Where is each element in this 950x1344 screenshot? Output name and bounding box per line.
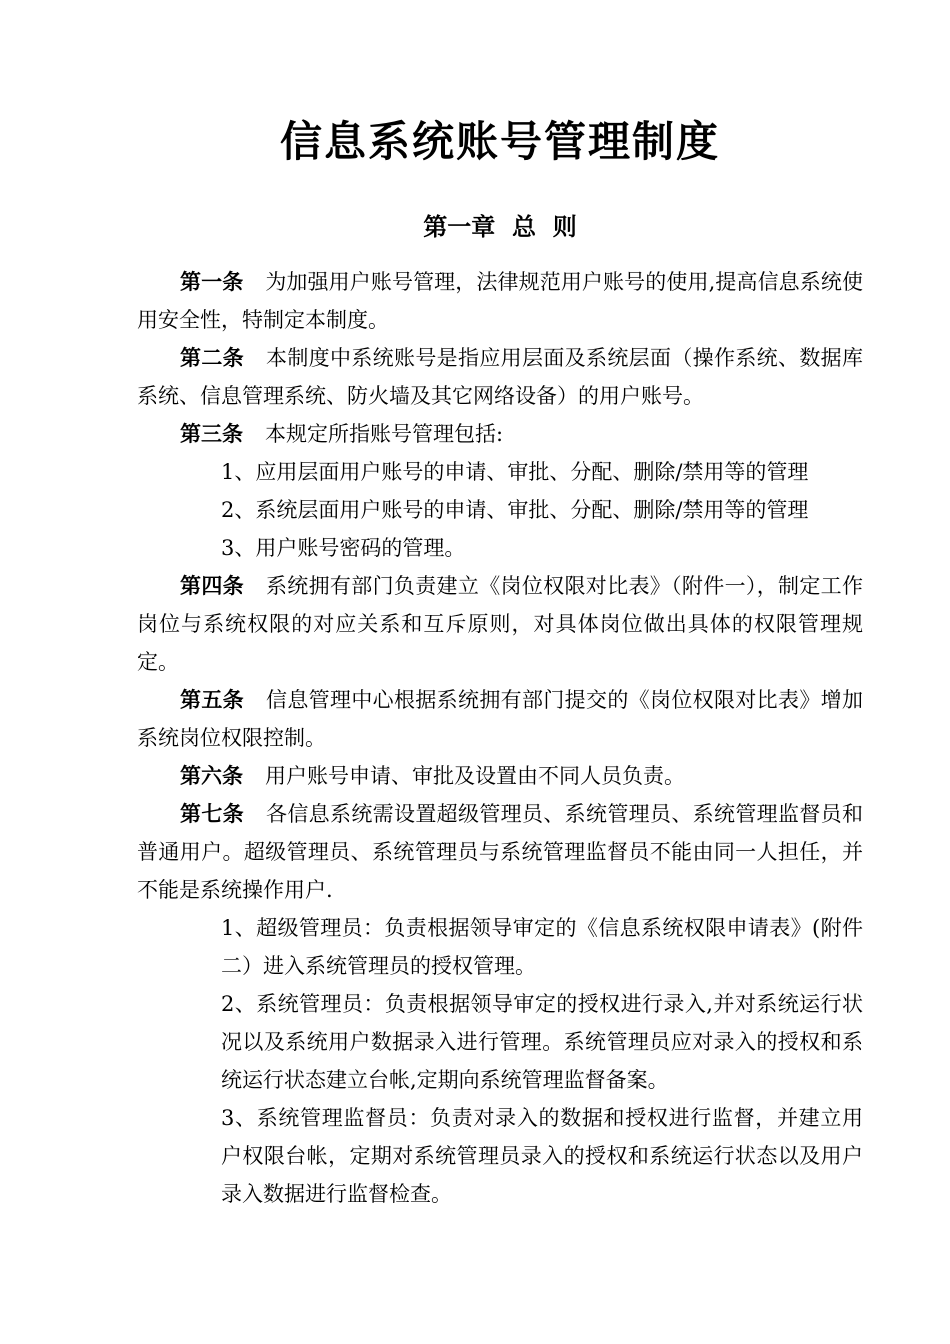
article-3 (137, 415, 863, 453)
article-6 (137, 757, 863, 795)
list-item: 3、系统管理监督员：负责对录入的数据和授权进行监督，并建立用户权限台帐，定期对系统管理员录入的授权和系统运行状态以及用户录入数据进行监督检查。 (221, 1106, 863, 1206)
list-item: 1、超级管理员：负责根据领导审定的《信息系统权限申请表》(附件二）进入系统管理员的授权管理。 (221, 916, 863, 978)
article-text: 系统拥有部门负责建立《岗位权限对比表》（附件一），制定工作岗位与系统权限的对应关系和互斥原则，对具体岗位做出具体的权限管理规定。 (137, 574, 863, 674)
document-body (137, 263, 863, 1213)
article-text: 各信息系统需设置超级管理员、系统管理员、系统管理监督员和普通用户。超级管理员、系统管理员与系统管理监督员不能由同一人担任，并不能是系统操作用户. (137, 802, 863, 902)
article-label: 第二条 (180, 346, 244, 370)
list-item: 3、用户账号密码的管理。 (221, 536, 466, 560)
chapter-heading-text: 第一章 总 则 (423, 212, 577, 241)
article-label: 第六条 (180, 764, 243, 788)
article-2 (137, 339, 863, 415)
document-title: 信息系统账号管理制度 (279, 117, 720, 166)
article-1 (137, 263, 863, 339)
article-text: 本制度中系统账号是指应用层面及系统层面（操作系统、数据库系统、信息管理系统、防火墙及其它网络设备）的用户账号。 (137, 346, 863, 408)
article-label: 第三条 (180, 422, 243, 446)
article-label: 第四条 (180, 574, 244, 598)
list-item: 2、系统管理员：负责根据领导审定的授权进行录入,并对系统运行状况以及系统用户数据录入进行管理。系统管理员应对录入的授权和系统运行状态建立台帐,定期向系统管理监督备案。 (221, 992, 863, 1092)
article-label: 第一条 (180, 270, 244, 294)
list-item: 2、系统层面用户账号的申请、审批、分配、删除/禁用等的管理 (221, 498, 809, 522)
article-5 (137, 681, 863, 757)
article-text: 为加强用户账号管理，法律规范用户账号的使用,提高信息系统使用安全性，特制定本制度。 (137, 270, 863, 332)
article-text: 用户账号申请、审批及设置由不同人员负责。 (265, 764, 685, 788)
article-7 (137, 795, 863, 909)
chapter-heading (0, 207, 950, 247)
article-text: 本规定所指账号管理包括: (265, 422, 504, 446)
article-text: 信息管理中心根据系统拥有部门提交的《岗位权限对比表》增加系统岗位权限控制。 (137, 688, 863, 750)
list-item: 1、应用层面用户账号的申请、审批、分配、删除/禁用等的管理 (221, 460, 809, 484)
article-label: 第五条 (180, 688, 244, 712)
article-label: 第七条 (180, 802, 244, 826)
article-4 (137, 567, 863, 681)
